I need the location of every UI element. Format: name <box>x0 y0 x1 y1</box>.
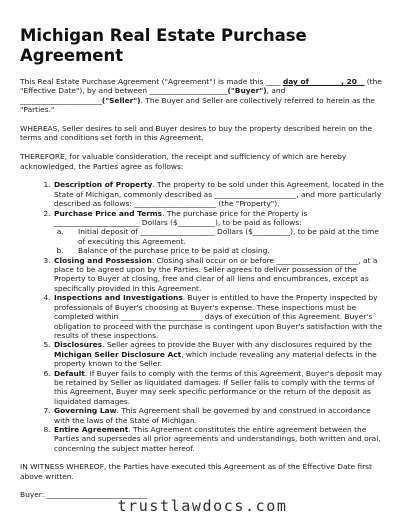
section-heading: Default <box>54 368 85 378</box>
intro-text-4: . The Buyer and Seller are collectively referred to herein as the "Parties." <box>20 95 376 115</box>
witness-paragraph: IN WITNESS WHEREOF, the Parties have executed this Agreement as of the Effective Date first above written. <box>20 462 372 481</box>
section-heading: Disclosures <box>54 340 103 350</box>
section-item <box>53 209 388 256</box>
section-item <box>53 369 388 407</box>
sections-list <box>20 180 388 453</box>
section-item <box>53 406 388 425</box>
document-title: Michigan Real Estate Purchase Agreement <box>20 26 307 65</box>
intro-paragraph <box>20 77 388 115</box>
buyer-signature-line: Buyer: ___________________________ <box>20 490 147 500</box>
watermark-text: trustlawdocs.com <box>117 497 288 515</box>
section-text: . This Agreement constitutes the entire agreement between the Parties and supersedes all prior agreements and understandings, both written and oral, concerning the subject matter hereof. <box>54 424 381 453</box>
section-text: . The purchase price for the Property is _______________________ Dollars ($__________), to be paid as follows: <box>54 208 308 228</box>
whereas-paragraph: WHEREAS, Seller desires to sell and Buyer desires to buy the property described herein on the terms and conditions set forth in this Agreement. <box>20 124 373 143</box>
section-text: . Closing shall occur on or before ______________________, at a place to be agreed upon by the Parties. Seller agrees to deliver possession of the Property to Buyer at closing, free and clear of all liens and encumbrances, except as specifically provided in this Agreement. <box>54 255 378 293</box>
section-text: . The property to be sold under this Agreement, located in the State of Michigan, commonly described as ______________________, and more particularly described as follows: ______________________ (the "Property"). <box>54 180 384 209</box>
section-text-after: , which include revealing any material defects in the property known to the Seller. <box>54 349 377 369</box>
section-item <box>53 180 388 208</box>
intro-text-2: (the "Effective Date"), by and between _____________________ <box>20 77 382 96</box>
intro-text-1: This Real Estate Purchase Agreement ("Agreement") is made this ____ <box>20 77 283 86</box>
section-heading: Governing Law <box>54 406 117 416</box>
section-heading: Inspections and Investigations <box>54 293 183 303</box>
section-item <box>53 293 388 340</box>
section-heading: Description of Property <box>54 180 153 190</box>
document-body <box>20 77 388 509</box>
price-term-item: b. Balance of the purchase price to be paid at closing. <box>66 246 388 255</box>
section-text: . This Agreement shall be governed by and construed in accordance with the laws of the State of Michigan. <box>54 406 371 425</box>
section-item <box>53 340 388 368</box>
therefore-paragraph: THEREFORE, for valuable consideration, the receipt and sufficiency of which are hereby acknowledged, the Parties agree as follows: <box>20 152 347 171</box>
price-terms-list <box>54 227 388 255</box>
price-term-item: a. Initial deposit of ____________________ Dollars ($__________), to be paid at the time of executing this Agreement. <box>66 227 388 246</box>
section-heading: Entire Agreement <box>54 424 129 434</box>
intro-seller-term: ("Seller") <box>101 95 141 105</box>
section-text: . Buyer is entitled to have the Property inspected by professionals of Buyer's choosing at Buyer's expense. These inspections must be completed within ______________________ days of execution of this Agreement. Buyer's obligation to proceed with the purchase is contingent upon Buyer's satisfaction with the results of these inspections. <box>54 293 383 340</box>
section-item <box>53 425 388 453</box>
intro-date-blank: day of ________, 20__ <box>282 77 365 86</box>
intro-text-3: , and ______________________ <box>20 86 286 105</box>
section-heading: Closing and Possession <box>54 255 152 265</box>
section-text: . If Buyer fails to comply with the terms of this Agreement, Buyer's deposit may be retained by Seller as liquidated damages. If Seller fails to comply with the terms of this Agreement, Buyer may seek specific performance or the return of the deposit as liquidated damages. <box>54 368 383 406</box>
section-item <box>53 256 388 294</box>
section-heading: Purchase Price and Terms <box>54 208 163 218</box>
section-act-name: Michigan Seller Disclosure Act <box>54 349 182 359</box>
intro-buyer-term: ("Buyer") <box>227 86 267 96</box>
section-text: . Seller agrees to provide the Buyer with any disclosures required by the <box>102 340 372 350</box>
